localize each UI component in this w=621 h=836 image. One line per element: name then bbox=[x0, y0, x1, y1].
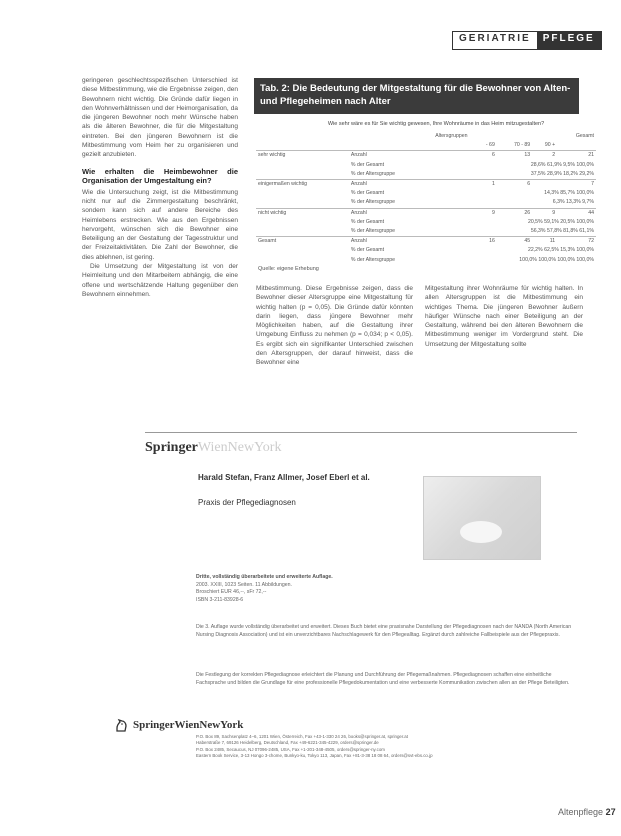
ad-footer bbox=[196, 734, 496, 760]
table-row: % der Gesamt 14,3% 85,7% 100,0% bbox=[350, 190, 594, 197]
page-label: Altenpflege bbox=[558, 807, 604, 817]
col-age-1: - 69 bbox=[485, 142, 495, 149]
data-table bbox=[256, 132, 596, 265]
springer-logo bbox=[113, 717, 243, 733]
table-age-header-row bbox=[256, 141, 596, 151]
page-number: 27 bbox=[605, 807, 616, 817]
cover-leaf-shape bbox=[460, 521, 502, 543]
badge-geriatrie: GERIATRIE bbox=[453, 32, 537, 49]
ad-footer-line: Haberstraße 7, 69126 Heidelberg, Deutschland, Fax +49-6221-345-4229, orders@springer.de bbox=[196, 740, 379, 746]
right-paragraph: Mitgestaltung ihrer Wohnräume für wichtig halten. In allen Altersgruppen ist die Mitbestimmung ein wichtiges Thema. Die jüngeren Bewohner äußern häufiger Wünsche nach einer Beteiligung an der Gestaltung, während bei den älteren Bewohnern die Mitbestimmung weniger im Vordergrund steht. Die Umsetzung der Mitgestaltung sollte bbox=[425, 285, 583, 348]
left-section-heading: Wie erhalten die Heimbewohner die Organisation der Umgestaltung ein? bbox=[82, 166, 238, 186]
left-paragraph-2: Wie die Untersuchung zeigt, ist die Mitbestimmung nicht nur auf die Zimmergestaltung beschränkt, sondern kann sich auf andere Bereiche des Heimlebens erstrecken. Wie aus den Ergebnissen hervorgeht, wünschen sich die Bewohner eine Beteiligung an der Gestaltung der Tagesstruktur und der Freizeitaktivitäten. Die Zahl der Bewohner, die dies ablehnen, ist gering. bbox=[82, 188, 238, 261]
col-group-label: Altersgruppen bbox=[435, 133, 468, 139]
table-row: % der Altersgruppe 6,3% 13,3% 9,7% bbox=[350, 199, 594, 206]
ad-top-rule bbox=[145, 432, 577, 433]
table-row: % der Gesamt 28,6% 61,9% 9,5% 100,0% bbox=[350, 161, 594, 168]
ad-footer-line: P.O. Box 89, Sachsenplatz 4–6, 1201 Wien, Österreich, Fax +43-1-330 24 26, books@springer.at, springer.at bbox=[196, 734, 408, 739]
table-row: % der Altersgruppe 56,3% 57,8% 81,8% 61,1% bbox=[350, 228, 594, 235]
table-row: % der Gesamt 20,5% 59,1% 20,5% 100,0% bbox=[350, 218, 594, 225]
table-row: nicht wichtig Anzahl 9 26 9 44 bbox=[256, 208, 596, 218]
badge-pflege: PFLEGE bbox=[537, 32, 601, 49]
middle-column bbox=[256, 284, 413, 368]
logo-text: SpringerWienNewYork bbox=[133, 719, 244, 731]
row-group-label: Gesamt bbox=[256, 237, 349, 247]
ad-detail-line: Broschiert EUR 46,--, sFr 72,-- bbox=[196, 589, 267, 596]
table-row: % der Gesamt 22,2% 62,5% 15,3% 100,0% bbox=[350, 247, 594, 254]
ad-edition: Dritte, vollständig überarbeitete und erweiterte Auflage. bbox=[196, 574, 333, 580]
brand-light: WienNewYork bbox=[197, 440, 282, 455]
left-column bbox=[82, 76, 238, 299]
brand-bold: Springer bbox=[145, 440, 198, 455]
right-column bbox=[425, 284, 583, 349]
table-row: Gesamt Anzahl 16 45 11 72 bbox=[256, 237, 596, 247]
table-row: % der Altersgruppe 100,0% 100,0% 100,0% 100,0% bbox=[350, 256, 594, 263]
table-row: einigermaßen wichtig Anzahl 1 6 7 bbox=[256, 180, 596, 190]
col-total-label: Gesamt bbox=[575, 133, 594, 139]
middle-paragraph: Mitbestimmung. Diese Ergebnisse zeigen, dass die Bewohner dieser Altersgruppe eine Mitgestaltung für wichtig halten (p = 0,05). Die Gründe dafür könnten darin liegen, dass jüngere Bewohner mehr Möglichkeiten haben, auf die Gestaltung ihrer Umgebung Einfluss zu nehmen (p = 0,034; p < 0,05). Es ergibt sich ein signifikanter Unterschied zwischen den Altersgruppen, der darauf hinweist, dass die Bewohner eine bbox=[256, 285, 413, 367]
book-cover-image bbox=[423, 476, 541, 560]
ad-authors: Harald Stefan, Franz Allmer, Josef Eberl et al. bbox=[198, 473, 370, 482]
table-title: Tab. 2: Die Bedeutung der Mitgestaltung für die Bewohner von Alten- und Pflegeheimen nach Alter bbox=[254, 78, 579, 114]
col-age-3: 90 + bbox=[544, 142, 556, 149]
section-badge bbox=[452, 31, 602, 50]
ad-description-1: Die 3. Auflage wurde vollständig überarbeitet und erweitert. Dieses Buch bietet eine praxisnahe Darstellung der Pflegediagnosen nach der NANDA (North American Nursing Diagnosis Association) und ist ein unverzichtbares Nachschlagewerk für den Pflegealltag. Ergänzt durch zahlreiche Fallbeispiele aus der Pflegepraxis. bbox=[196, 624, 572, 638]
page-footer bbox=[558, 807, 616, 817]
ad-book-title: Praxis der Pflegediagnosen bbox=[198, 498, 296, 507]
ad-detail-line: ISBN 3-211-83928-6 bbox=[196, 596, 244, 603]
ad-footer-line: P.O. Box 2485, Secaucus, NJ 07096-2485, USA, Fax +1-201-348-4505, orders@springer-ny.com bbox=[196, 746, 385, 752]
left-paragraph-1: geringeren geschlechtsspezifischen Unterschied ist diese Mitbestimmung, wie die Ergebnisse zeigen, den Bewohnern nicht wichtig. Die Gründe dafür liegen in den Wohnverhältnissen und der Heimorganisation, da die jüngeren Bewohner noch mehr Wünsche haben als die älteren Bewohner, die für die Mitgestaltung eintreten. Bei den jüngeren Bewohnern ist die Mitbestimmung vom Heim her zu organisieren und gezielt anzubieten. bbox=[82, 77, 238, 159]
ad-details bbox=[196, 574, 446, 604]
row-group-label: einigermaßen wichtig bbox=[256, 180, 349, 190]
left-paragraph-3: Die Umsetzung der Mitgestaltung ist von der Heimleitung und den Mitarbeitern abhängig, die eine offene und wertschätzende Haltung gegenüber den Bewohnern einnehmen. bbox=[82, 263, 238, 298]
ad-detail-line: 2003. XXIII, 1023 Seiten. 11 Abbildungen. bbox=[196, 581, 292, 588]
col-age-2: 70 - 89 bbox=[514, 142, 531, 149]
table-header-row bbox=[256, 132, 596, 141]
knight-icon bbox=[113, 717, 129, 733]
table-footnote: Quelle: eigene Erhebung bbox=[258, 266, 319, 272]
table-subtitle: Wie sehr wäre es für Sie wichtig gewesen, Ihre Wohnräume in das Heim mitzugestalten? bbox=[327, 121, 545, 127]
ad-brand bbox=[145, 440, 281, 456]
ad-footer-line: Eastern Book Service, 3-13 Hongo 3-chome, Bunkyo-ku, Tokyo 113, Japan, Fax +81-3-38 18 08 64, orders@svt-ebs.co.jp bbox=[196, 753, 433, 759]
ad-description-2: Die Festlegung der korrekten Pflegediagnose erleichtert die Planung und Durchführung der Pflegemaßnahmen. Pflegediagnosen schaffen eine einheitliche Fachsprache und bilden die Grundlage für eine professionelle Pflegedokumentation und eine verbesserte Kommunikation zwischen allen an der Pflege Beteiligten. bbox=[196, 672, 570, 686]
row-group-label: nicht wichtig bbox=[256, 208, 349, 218]
table-row: sehr wichtig Anzahl 6 13 2 21 bbox=[256, 151, 596, 161]
row-group-label: sehr wichtig bbox=[256, 151, 349, 161]
table-row: % der Altersgruppe 37,5% 28,9% 18,2% 29,2% bbox=[350, 170, 594, 177]
